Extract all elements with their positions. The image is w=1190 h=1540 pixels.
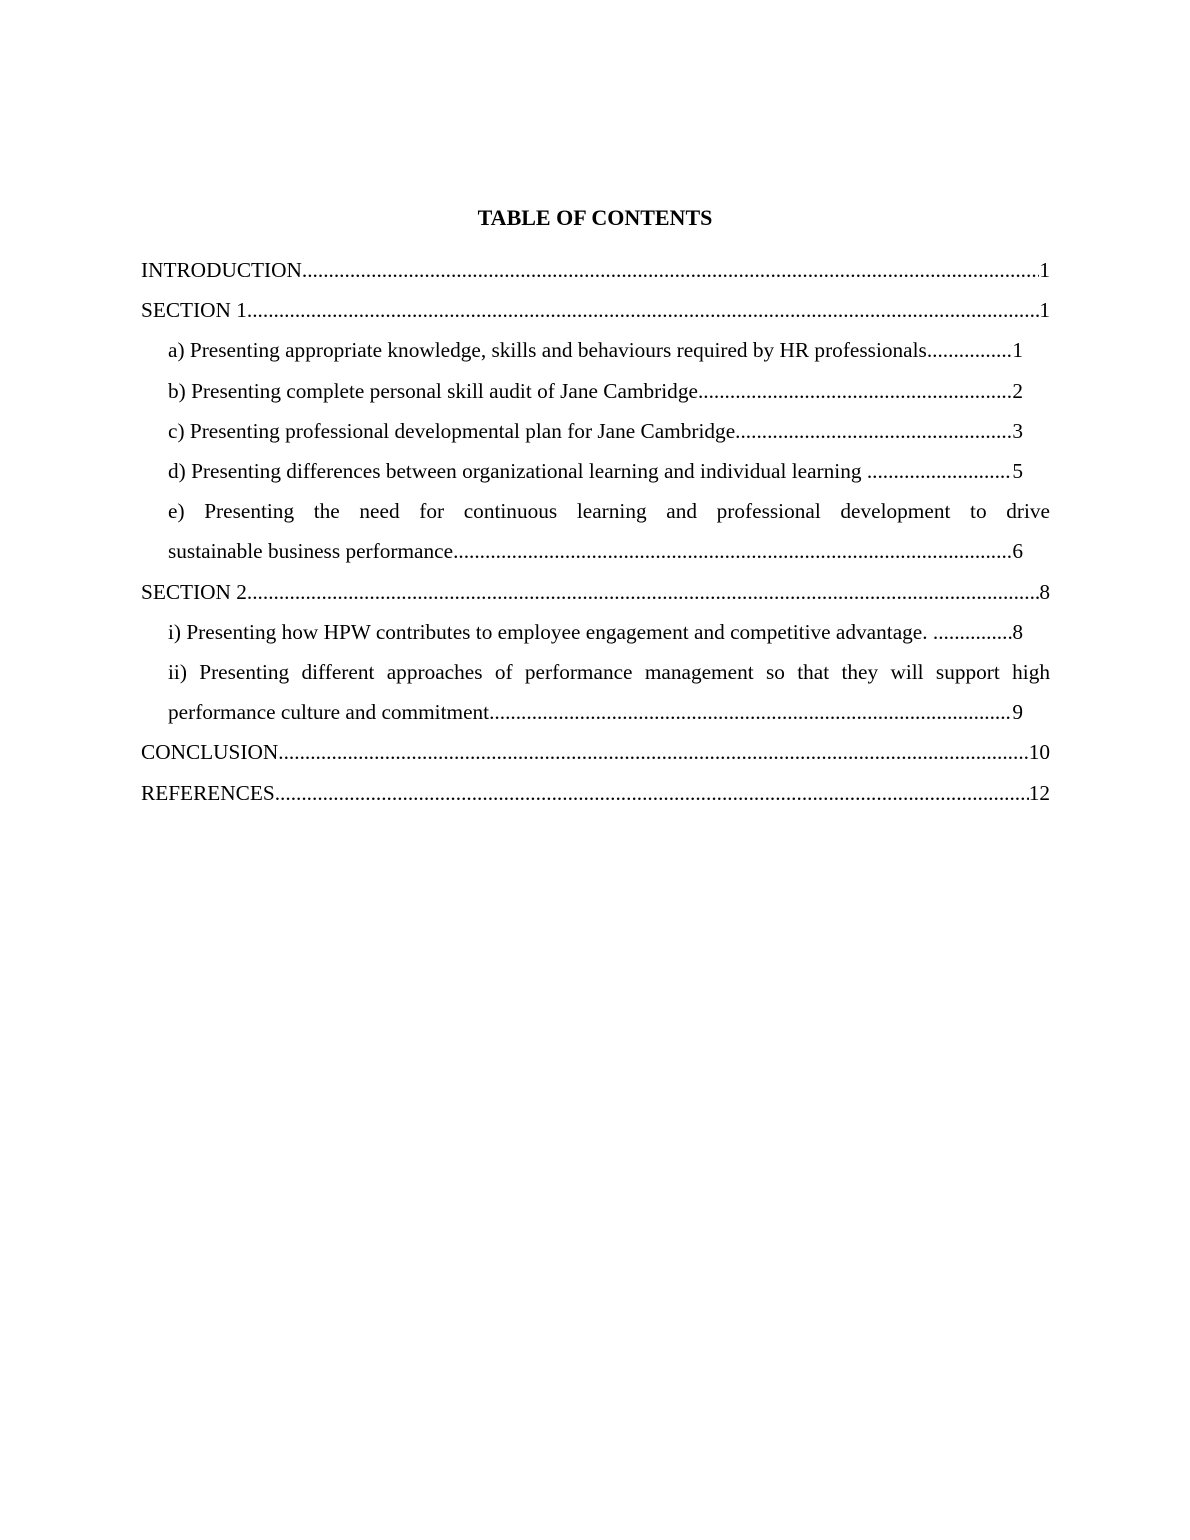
toc-list — [141, 250, 1050, 813]
toc-leader-dots — [933, 612, 1012, 652]
toc-entry-label: CONCLUSION — [141, 740, 279, 765]
toc-leader-dots — [302, 250, 1039, 290]
toc-entry-b[interactable] — [141, 371, 1023, 411]
toc-entry-page: 10 — [1028, 740, 1050, 765]
toc-leader-dots — [247, 572, 1039, 612]
toc-entry-label: SECTION 1 — [141, 298, 247, 323]
toc-entry-label-line1: ii) Presenting different approaches of performance management so that they will support high — [168, 660, 1050, 685]
toc-entry-page: 12 — [1028, 780, 1050, 805]
toc-entry-section-2[interactable] — [141, 572, 1050, 612]
toc-entry-label-line2: performance culture and commitment — [168, 700, 490, 725]
toc-entry-page: 8 — [1039, 579, 1050, 604]
toc-entry-label: d) Presenting differences between organizational learning and individual learning — [168, 459, 867, 484]
toc-entry-page: 9 — [1012, 700, 1023, 725]
toc-entry-references[interactable] — [141, 773, 1050, 813]
toc-leader-dots — [932, 330, 1012, 370]
toc-entry-page: 2 — [1012, 378, 1023, 403]
toc-leader-dots — [489, 692, 1012, 732]
toc-leader-dots — [735, 411, 1012, 451]
toc-leader-dots — [247, 290, 1039, 330]
toc-entry-page: 3 — [1012, 418, 1023, 443]
toc-entry-i[interactable] — [141, 612, 1023, 652]
toc-entry-d[interactable] — [141, 451, 1023, 491]
toc-entry-page: 8 — [1012, 619, 1023, 644]
toc-entry-page: 1 — [1012, 338, 1023, 363]
toc-entry-label: b) Presenting complete personal skill audit of Jane Cambridge — [168, 378, 698, 403]
toc-entry-page: 1 — [1039, 298, 1050, 323]
toc-entry-line2 — [168, 531, 1023, 571]
toc-leader-dots — [453, 531, 1012, 571]
toc-entry-line2 — [168, 692, 1023, 732]
toc-entry-page: 1 — [1039, 258, 1050, 282]
toc-entry-label: a) Presenting appropriate knowledge, skills and behaviours required by HR professionals. — [168, 338, 933, 363]
toc-entry-introduction[interactable] — [141, 250, 1050, 290]
toc-entry-label: c) Presenting professional developmental plan for Jane Cambridge — [168, 418, 736, 443]
toc-entry-a[interactable] — [141, 330, 1023, 370]
toc-entry-section-1[interactable] — [141, 290, 1050, 330]
toc-entry-label: INTRODUCTION — [141, 258, 302, 282]
toc-leader-dots — [278, 732, 1028, 772]
toc-title: TABLE OF CONTENTS — [477, 205, 713, 230]
toc-entry-e[interactable] — [141, 491, 1050, 571]
toc-entry-ii[interactable] — [141, 652, 1050, 732]
toc-leader-dots — [867, 451, 1013, 491]
toc-entry-label: REFERENCES — [141, 780, 275, 805]
toc-entry-label-line1: e) Presenting the need for continuous learning and professional development to drive — [168, 499, 1050, 524]
toc-leader-dots — [698, 371, 1012, 411]
toc-entry-c[interactable] — [141, 411, 1023, 451]
toc-leader-dots — [275, 773, 1029, 813]
toc-entry-page: 5 — [1012, 459, 1023, 484]
toc-entry-conclusion[interactable] — [141, 732, 1050, 772]
toc-entry-label: SECTION 2 — [141, 579, 247, 604]
toc-entry-page: 6 — [1012, 539, 1023, 564]
toc-entry-label-line2: sustainable business performance — [168, 539, 454, 564]
toc-entry-label: i) Presenting how HPW contributes to employee engagement and competitive advantage. — [168, 619, 933, 644]
